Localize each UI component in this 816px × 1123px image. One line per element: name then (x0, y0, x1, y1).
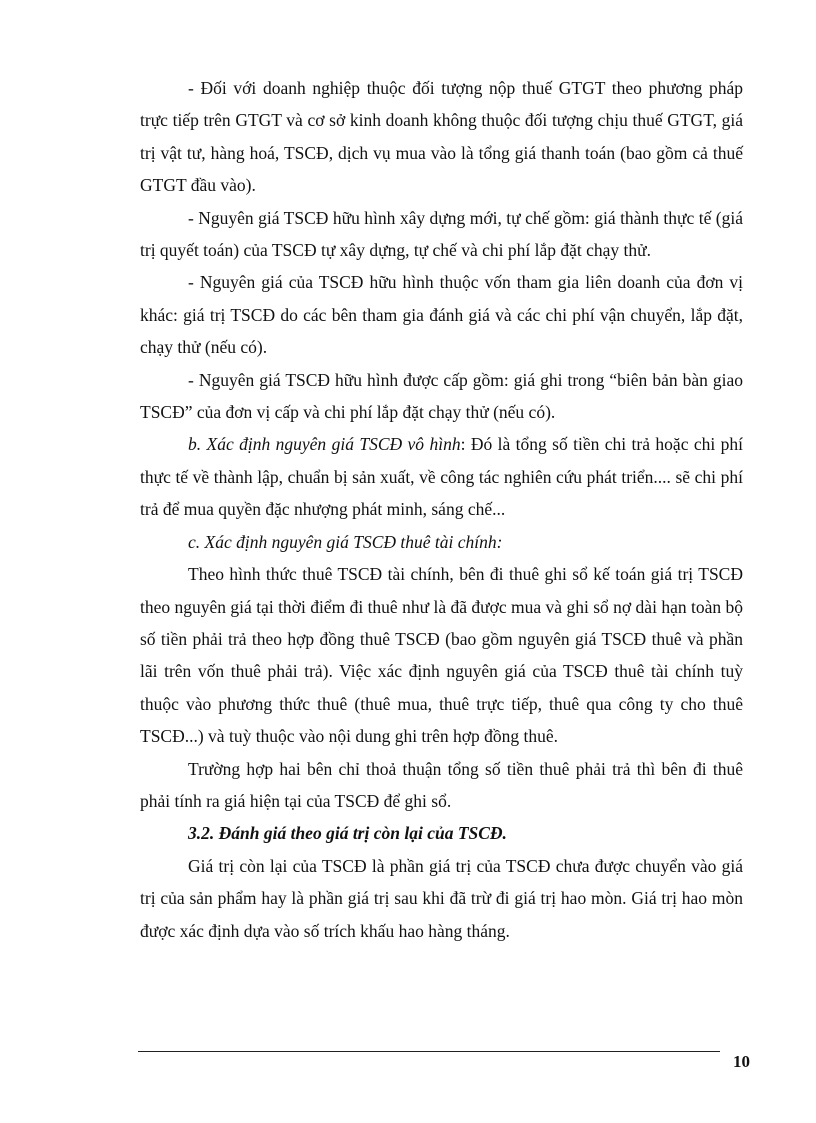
paragraph-allocated (140, 364, 743, 429)
body-text (140, 72, 743, 947)
intangible-heading: b. Xác định nguyên giá TSCĐ vô hình (188, 434, 461, 455)
page-number: 10 (733, 1052, 750, 1071)
paragraph-lease-agreement: Trường hợp hai bên chỉ thoả thuận tổng số tiền thuê phải trả thì bên đi thuê phải tính ra giá hiện tại của TSCĐ để ghi sổ. (140, 758, 743, 811)
paragraph-intangible (140, 428, 743, 525)
paragraph-residual-value: Giá trị còn lại của TSCĐ là phần giá trị của TSCĐ chưa được chuyển vào giá trị của sản phẩm hay là phần giá trị sau khi đã trừ đi giá trị hao mòn. Giá trị hao mòn được xác định dựa vào số trích khấu hao hàng tháng. (140, 855, 743, 941)
paragraph-joint-venture: - Nguyên giá của TSCĐ hữu hình thuộc vốn tham gia liên doanh của đơn vị khác: giá trị TSCĐ do các bên tham gia đánh giá và các chi phí vận chuyển, lắp đặt, chạy thử (nếu có). (140, 272, 743, 358)
intangible-text: : Đó là tổng số tiền chi trả hoặc chi phí thực tế về thành lập, chuẩn bị sản xuất, về công tác nghiên cứu phát triển.... sẽ chi phí trả để mua quyền đặc nhượng phát minh, sáng chế... (140, 434, 744, 520)
paragraph-finance-lease: Theo hình thức thuê TSCĐ tài chính, bên đi thuê ghi sổ kế toán giá trị TSCĐ theo nguyên giá tại thời điểm đi thuê như là đã được mua và ghi sổ nợ dài hạn toàn bộ số tiền phải trả theo hợp đồng thuê TSCĐ (bao gồm nguyên giá TSCĐ thuê và phần lãi trên vốn thuê phải trả). Việc xác định nguyên giá của TSCĐ thuê tài chính tuỳ thuộc vào phương thức thuê (thuê mua, thuê trực tiếp, thuê qua công ty cho thuê TSCĐ...) và tuỳ thuộc vào nội dung ghi trên hợp đồng thuê. (140, 564, 743, 747)
paragraph-self-built: - Nguyên giá TSCĐ hữu hình xây dựng mới, tự chế gồm: giá thành thực tế (giá trị quyết toán) của TSCĐ tự xây dựng, tự chế và chi phí lắp đặt chạy thử. (140, 207, 743, 261)
paragraph-allocated-text: - Nguyên giá TSCĐ hữu hình được cấp gồm: giá ghi trong “biên bản bàn giao TSCĐ” của đơn vị cấp và chi phí lắp đặt chạy thử (nếu có). (140, 369, 743, 423)
finance-lease-heading: c. Xác định nguyên giá TSCĐ thuê tài chính: (188, 531, 503, 552)
section-heading-residual-value: 3.2. Đánh giá theo giá trị còn lại của TSCĐ. (188, 823, 507, 844)
footer-divider (138, 1051, 720, 1052)
paragraph-direct-method: - Đối với doanh nghiệp thuộc đối tượng nộp thuế GTGT theo phương pháp trực tiếp trên GTGT và cơ sở kinh doanh không thuộc đối tượng chịu thuế GTGT, giá trị vật tư, hàng hoá, TSCĐ, dịch vụ mua vào là tổng giá thanh toán (bao gồm cả thuế GTGT đầu vào). (140, 78, 743, 196)
